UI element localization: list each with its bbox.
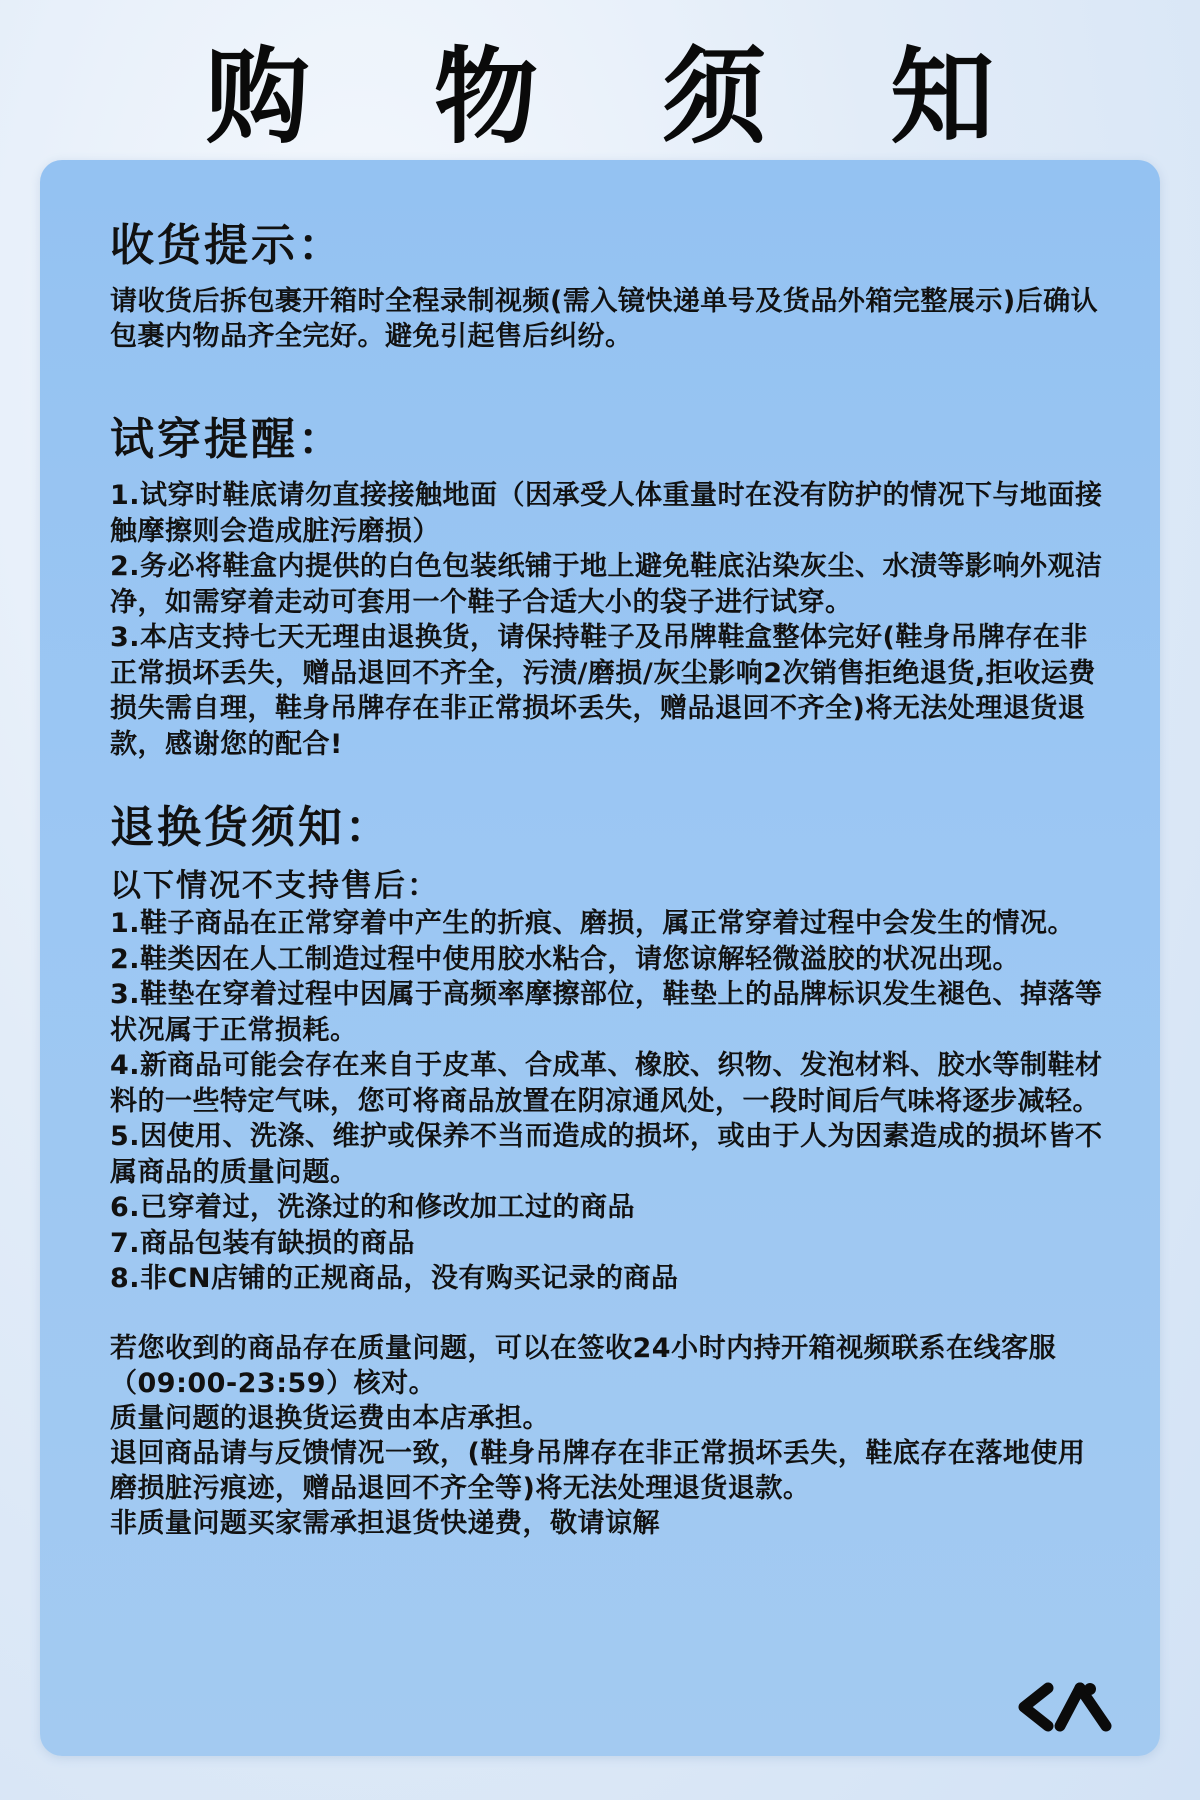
quality-contact-note: 若您收到的商品存在质量问题，可以在签收24小时内持开箱视频联系在线客服（09:00-23:59）核对。 bbox=[110, 1332, 1057, 1399]
returns-item: 8.非CN店铺的正规商品，没有购买记录的商品 bbox=[110, 1263, 679, 1294]
non-quality-note: 非质量问题买家需承担退货快递费，敬请谅解 bbox=[110, 1507, 660, 1539]
returns-item: 3.鞋垫在穿着过程中因属于高频率摩擦部位，鞋垫上的品牌标识发生褪色、掉落等状况属于正常损耗。 bbox=[110, 979, 1103, 1046]
try-on-heading: 试穿提醒： bbox=[110, 414, 345, 465]
receiving-heading: 收货提示： bbox=[110, 220, 345, 271]
returns-item: 5.因使用、洗涤、维护或保养不当而造成的损坏，或由于人为因素造成的损坏皆不属商品的质量问题。 bbox=[110, 1121, 1103, 1188]
returns-item: 2.鞋类因在人工制造过程中使用胶水粘合，请您谅解轻微溢胶的状况出现。 bbox=[110, 943, 1021, 975]
quality-shipping-note: 质量问题的退换货运费由本店承担。 bbox=[110, 1402, 550, 1434]
try-on-item: 1.试穿时鞋底请勿直接接触地面（因承受人体重量时在没有防护的情况下与地面接触摩擦则会造成脏污磨损） bbox=[110, 480, 1103, 547]
returns-item: 4.新商品可能会存在来自于皮革、合成革、橡胶、织物、发泡材料、胶水等制鞋材料的一些特定气味，您可将商品放置在阴凉通风处，一段时间后气味将逐步减轻。 bbox=[110, 1050, 1103, 1117]
notice-content bbox=[110, 218, 1110, 1541]
spacer bbox=[110, 1297, 1110, 1331]
returns-item: 7.商品包装有缺损的商品 bbox=[110, 1227, 416, 1259]
notice-card bbox=[40, 160, 1160, 1756]
try-on-item: 3.本店支持七天无理由退换货，请保持鞋子及吊牌鞋盒整体完好(鞋身吊牌存在非正常损坏丢失，赠品退回不齐全，污渍/磨损/灰尘影响2次销售拒绝退货,拒收运费损失需自理，鞋身吊牌存在非正常损坏丢失，赠品退回不齐全)将无法处理退货退款，感谢您的配合! bbox=[110, 622, 1096, 760]
returns-list bbox=[110, 906, 1110, 1297]
return-condition-note: 退回商品请与反馈情况一致，(鞋身吊牌存在非正常损坏丢失，鞋底存在落地使用磨损脏污痕迹，赠品退回不齐全等)将无法处理退货退款。 bbox=[110, 1437, 1086, 1504]
returns-subheading: 以下情况不支持售后： bbox=[110, 868, 440, 904]
spacer bbox=[110, 354, 1110, 412]
spacer bbox=[110, 762, 1110, 800]
returns-heading: 退换货须知： bbox=[110, 802, 392, 853]
receiving-text: 请收货后拆包裹开箱时全程录制视频(需入镜快递单号及货品外箱完整展示)后确认包裹内物品齐全完好。避免引起售后纠纷。 bbox=[110, 286, 1099, 352]
returns-item: 1.鞋子商品在正常穿着中产生的折痕、磨损，属正常穿着过程中会发生的情况。 bbox=[110, 908, 1076, 939]
try-on-list bbox=[110, 478, 1110, 762]
page-title: 购 物 须 知 bbox=[205, 35, 1039, 158]
try-on-item: 2.务必将鞋盒内提供的白色包装纸铺于地上避免鞋底沾染灰尘、水渍等影响外观洁净，如需穿着走动可套用一个鞋子合适大小的袋子进行试穿。 bbox=[110, 551, 1103, 618]
brand-logo-icon bbox=[1016, 1680, 1122, 1734]
returns-item: 6.已穿着过，洗涤过的和修改加工过的商品 bbox=[110, 1192, 636, 1223]
